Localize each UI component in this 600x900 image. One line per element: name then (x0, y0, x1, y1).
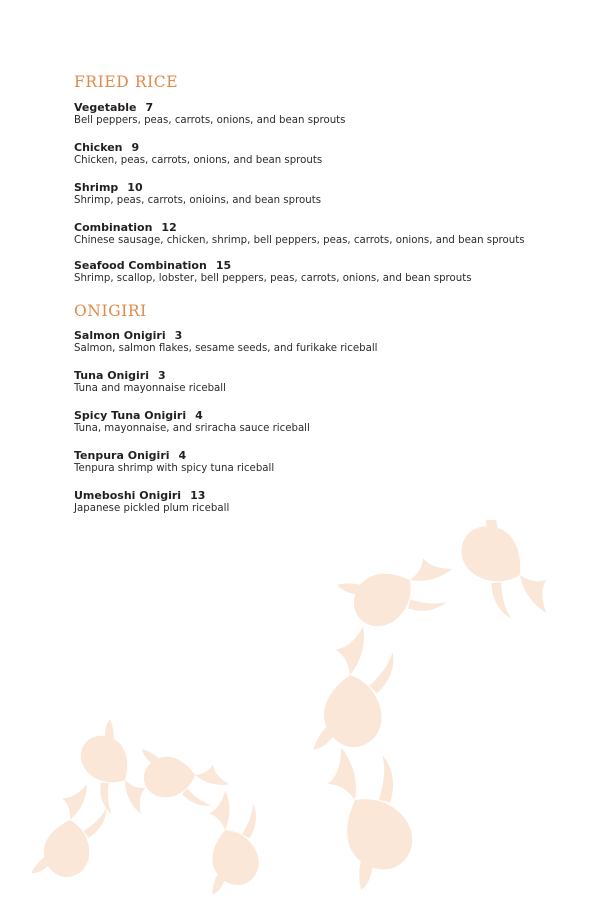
menu-item-vegetable (74, 101, 594, 127)
koi-fish-icon (279, 732, 447, 899)
item-description: Bell peppers, peas, carrots, onions, and bean sprouts (74, 115, 346, 126)
koi-fish-icon (168, 782, 289, 900)
item-name: Tuna Onigiri (74, 369, 150, 382)
menu-item-shrimp (74, 181, 594, 207)
menu-item-umeboshi-onigiri (74, 489, 594, 515)
item-name: Tenpura Onigiri (74, 449, 170, 462)
item-description: Tuna, mayonnaise, and sriracha sauce riceball (74, 423, 310, 434)
koi-fish-icon (330, 520, 465, 654)
koi-fish-icon (18, 782, 118, 884)
item-description: Shrimp, scallop, lobster, bell peppers, peas, carrots, onions, and bean sprouts (74, 273, 472, 284)
item-name: Combination (74, 221, 153, 234)
menu-item-chicken (74, 141, 594, 167)
section-title-onigiri: ONIGIRI (74, 302, 147, 320)
menu-item-salmon-onigiri (74, 329, 594, 355)
koi-fish-icon (61, 715, 174, 827)
item-price: 15 (215, 259, 232, 272)
item-description: Chinese sausage, chicken, shrimp, bell peppers, peas, carrots, onions, and bean sprouts (74, 235, 525, 246)
item-price: 10 (127, 181, 143, 194)
item-price: 4 (178, 449, 187, 462)
section-title-fried-rice: FRIED RICE (74, 73, 179, 91)
item-price: 13 (190, 489, 206, 502)
item-name: Umeboshi Onigiri (74, 489, 182, 502)
koi-fish-decoration (0, 520, 600, 900)
item-name: Spicy Tuna Onigiri (74, 409, 187, 422)
item-description: Japanese pickled plum riceball (74, 503, 230, 514)
item-name: Vegetable (74, 101, 137, 114)
item-price: 9 (131, 141, 140, 154)
koi-fish-icon (444, 520, 574, 629)
menu-item-tuna-onigiri (74, 369, 594, 395)
menu-item-seafood-combination (74, 259, 594, 285)
item-name: Shrimp (74, 181, 119, 194)
koi-fish-icon (280, 620, 420, 762)
item-description: Salmon, salmon flakes, sesame seeds, and furikake riceball (74, 343, 378, 354)
item-description: Chicken, peas, carrots, onions, and bean sprouts (74, 155, 323, 166)
item-price: 4 (195, 409, 203, 422)
item-price: 3 (174, 329, 183, 342)
item-price: 7 (145, 101, 154, 114)
menu-item-tenpura-onigiri (74, 449, 594, 475)
item-description: Tuna and mayonnaise riceball (74, 383, 226, 394)
item-name: Salmon Onigiri (74, 329, 166, 342)
menu-item-spicy-tuna-onigiri (74, 409, 594, 435)
item-price: 12 (161, 221, 177, 234)
item-description: Shrimp, peas, carrots, onioins, and bean sprouts (74, 195, 322, 206)
item-name: Seafood Combination (74, 259, 207, 272)
item-description: Tenpura shrimp with spicy tuna riceball (74, 463, 275, 474)
koi-fish-icon (133, 725, 233, 824)
item-price: 3 (158, 369, 166, 382)
menu-item-combination (74, 221, 594, 247)
item-name: Chicken (74, 141, 123, 154)
